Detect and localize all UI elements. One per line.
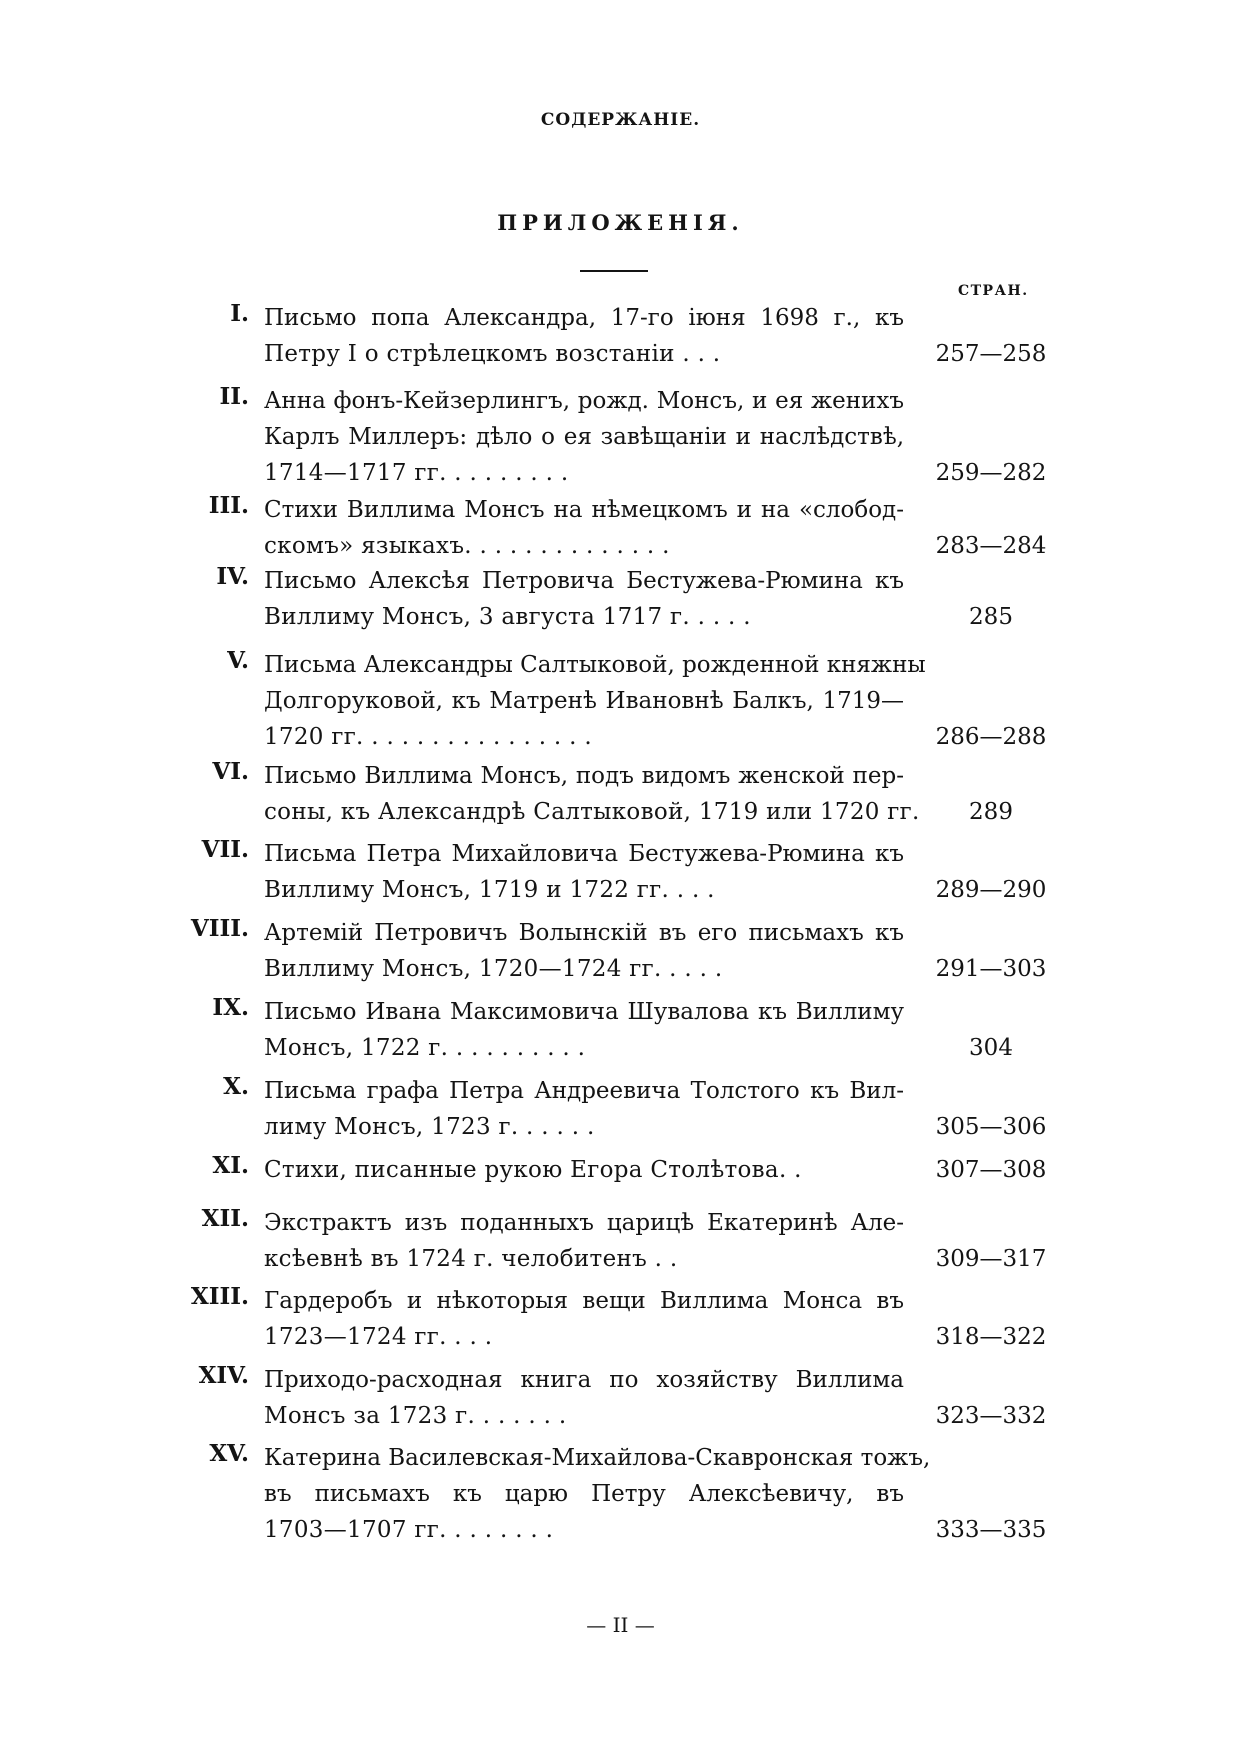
section-title: ПРИЛОЖЕНІЯ. — [497, 210, 744, 235]
entry-title-line — [264, 758, 904, 794]
entry-title-text: Монсъ, 1722 г. . . . . . . . . . — [264, 1035, 586, 1061]
entry-title-text: Карлъ Миллеръ: дѣло о ея завѣщаніи и наслѣдствѣ, — [264, 424, 904, 450]
entry-pages: 307—308 — [935, 1157, 1047, 1183]
page-title: СОДЕРЖАНІЕ. — [540, 110, 701, 130]
entry-number: VII. — [201, 836, 249, 863]
entry-title-line — [264, 1398, 904, 1434]
entry-title-text: 1723—1724 гг. . . . — [264, 1324, 493, 1350]
entry-number: V. — [227, 647, 249, 674]
entry-title-text: соны, къ Александрѣ Салтыковой, 1719 или 1720 гг. — [264, 799, 920, 825]
entry-title-text: Гардеробъ и нѣкоторыя вещи Виллима Монса въ — [264, 1288, 904, 1314]
entry-title-line — [264, 872, 904, 908]
entry-title — [264, 758, 920, 830]
entry-title-line — [264, 1030, 904, 1066]
entry-title-line — [264, 1476, 904, 1512]
entry-title-text: Виллиму Монсъ, 3 августа 1717 г. . . . . — [264, 604, 751, 630]
entry-pages: 323—332 — [935, 1403, 1047, 1429]
entry-title — [264, 994, 904, 1066]
entry-title-text: Письмо Ивана Максимовича Шувалова къ Виллиму — [264, 999, 904, 1025]
entry-title-text: Экстрактъ изъ поданныхъ царицѣ Екатеринѣ Але- — [264, 1210, 904, 1236]
entry-title-line — [264, 994, 904, 1030]
entry-title — [264, 1283, 904, 1355]
entry-title-text: скомъ» языкахъ. . . . . . . . . . . . . . — [264, 533, 670, 559]
entry-title-line — [264, 1241, 904, 1277]
entry-number: X. — [223, 1073, 249, 1100]
entry-title-line — [264, 1205, 904, 1241]
entry-title-line — [264, 683, 904, 719]
entry-number: VI. — [212, 758, 249, 785]
entry-title — [264, 563, 904, 635]
entry-title — [264, 383, 904, 491]
entry-title-line — [264, 1283, 904, 1319]
entry-number: XI. — [212, 1152, 249, 1179]
entry-title — [264, 1440, 931, 1548]
entry-title-line — [264, 1073, 904, 1109]
entry-title — [264, 647, 926, 755]
entry-title-text: Артемій Петровичъ Волынскій въ его письмахъ къ — [264, 920, 904, 946]
pages-column-label: СТРАН. — [958, 283, 1029, 299]
entry-title-line — [264, 1152, 904, 1188]
entry-title-line — [264, 647, 926, 683]
entry-title-text: Приходо-расходная книга по хозяйству Виллима — [264, 1367, 904, 1393]
entry-title-line — [264, 951, 904, 987]
entry-title-line — [264, 455, 904, 491]
entry-pages: 304 — [969, 1035, 1013, 1061]
entry-pages: 318—322 — [935, 1324, 1047, 1350]
entry-pages: 289 — [969, 799, 1013, 825]
entry-title-line — [264, 1512, 904, 1548]
entry-title-text: Виллиму Монсъ, 1720—1724 гг. . . . . — [264, 956, 723, 982]
title-rule — [580, 270, 648, 272]
entry-title-line — [264, 836, 904, 872]
entry-title-text: Монсъ за 1723 г. . . . . . . — [264, 1403, 567, 1429]
entry-title-line — [264, 915, 904, 951]
entry-title-line — [264, 300, 904, 336]
page-number: — II — — [586, 1613, 655, 1637]
entry-pages: 305—306 — [935, 1114, 1047, 1140]
entry-pages: 333—335 — [935, 1517, 1047, 1543]
entry-title-line — [264, 794, 920, 830]
entry-pages: 283—284 — [935, 533, 1047, 559]
entry-title-line — [264, 599, 904, 635]
entry-title-line — [264, 563, 904, 599]
entry-title-line — [264, 719, 904, 755]
entry-number: II. — [219, 383, 249, 410]
entry-title — [264, 836, 904, 908]
entry-title — [264, 915, 904, 987]
entry-title-text: ксѣевнѣ въ 1724 г. челобитенъ . . — [264, 1246, 678, 1272]
entry-pages: 309—317 — [935, 1246, 1047, 1272]
entry-title — [264, 1152, 904, 1188]
entry-title-text: Письмо Алексѣя Петровича Бестужева-Рюмина къ — [264, 568, 904, 594]
entry-title-text: Анна фонъ-Кейзерлингъ, рожд. Монсъ, и ея женихъ — [264, 388, 904, 414]
entry-number: I. — [230, 300, 249, 327]
entry-title-text: Письма Петра Михайловича Бестужева-Рюмина къ — [264, 841, 904, 867]
entry-number: XIII. — [190, 1283, 249, 1310]
entry-pages: 289—290 — [935, 877, 1047, 903]
entry-title — [264, 1073, 904, 1145]
entry-pages: 291—303 — [935, 956, 1047, 982]
entry-title-text: Письма графа Петра Андреевича Толстого къ Вил- — [264, 1078, 904, 1104]
entry-title-text: Петру I о стрѣлецкомъ возстаніи . . . — [264, 341, 721, 367]
entry-title-text: Виллиму Монсъ, 1719 и 1722 гг. . . . — [264, 877, 715, 903]
entry-title-text: въ письмахъ къ царю Петру Алексѣевичу, въ — [264, 1481, 904, 1507]
entry-pages: 259—282 — [935, 460, 1047, 486]
entry-title-line — [264, 492, 904, 528]
entry-title-line — [264, 1440, 931, 1476]
entry-title-text: Катерина Василевская-Михайлова-Скавронская тожъ, — [264, 1445, 931, 1471]
entry-title — [264, 300, 904, 372]
entry-title-text: Стихи Виллима Монсъ на нѣмецкомъ и на «слобод- — [264, 497, 904, 523]
entry-number: XV. — [209, 1440, 249, 1467]
entry-pages: 286—288 — [935, 724, 1047, 750]
entry-title-text: 1714—1717 гг. . . . . . . . . — [264, 460, 569, 486]
entry-number: VIII. — [190, 915, 249, 942]
entry-title-line — [264, 336, 904, 372]
entry-title-text: Письмо Виллима Монсъ, подъ видомъ женской пер- — [264, 763, 904, 789]
entry-title — [264, 492, 904, 564]
entry-title-line — [264, 383, 904, 419]
entry-title-line — [264, 419, 904, 455]
entry-title-text: 1720 гг. . . . . . . . . . . . . . . . — [264, 724, 592, 750]
entry-title-text: Стихи, писанные рукою Егора Столѣтова. . — [264, 1157, 802, 1183]
entry-number: III. — [208, 492, 249, 519]
entry-title-text: лиму Монсъ, 1723 г. . . . . . — [264, 1114, 595, 1140]
entry-title-line — [264, 528, 904, 564]
entry-title-text: Письма Александры Салтыковой, рожденной княжны — [264, 652, 926, 678]
entry-title-line — [264, 1362, 904, 1398]
entry-title-text: Долгоруковой, къ Матренѣ Ивановнѣ Балкъ, 1719— — [264, 688, 904, 714]
entry-title-text: Письмо попа Александра, 17-го іюня 1698 г., къ — [264, 305, 904, 331]
entry-title — [264, 1362, 904, 1434]
entry-title-line — [264, 1319, 904, 1355]
entry-pages: 257—258 — [935, 341, 1047, 367]
entry-number: XII. — [201, 1205, 249, 1232]
entry-title — [264, 1205, 904, 1277]
entry-pages: 285 — [969, 604, 1013, 630]
entry-number: XIV. — [198, 1362, 249, 1389]
entry-number: IV. — [216, 563, 249, 590]
entry-title-line — [264, 1109, 904, 1145]
entry-number: IX. — [212, 994, 249, 1021]
entry-title-text: 1703—1707 гг. . . . . . . . — [264, 1517, 554, 1543]
